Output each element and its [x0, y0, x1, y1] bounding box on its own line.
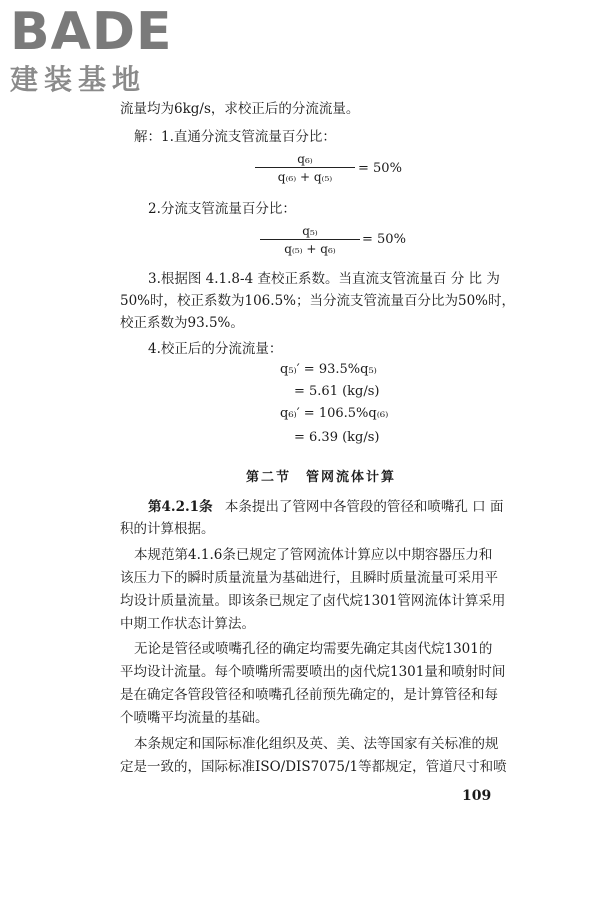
clause-text-line-1: 本条提出了管网中各管段的管径和喷嘴孔 口 面 — [224, 499, 504, 515]
paragraph-1-line-1: 本规范第4.1.6条已规定了管网流体计算应以中期容器压力和 — [134, 547, 493, 563]
fraction-1-denominator: q₍₆₎ + q₍₅₎ — [277, 170, 333, 184]
fraction-2-result: = 50% — [362, 232, 406, 247]
intro-line: 流量均为6kg/s，求校正后的分流流量。 — [120, 101, 360, 117]
fraction-2-denominator: q₍₅₎ + q₆₎ — [284, 242, 336, 256]
paragraph-1-line-3: 均设计质量流量。即该条已规定了卤代烷1301管网流体计算采用 — [120, 593, 506, 609]
paragraph-2-line-3: 是在确定各管段管径和喷嘴孔径前预先确定的，是计算管径和每 — [120, 687, 498, 703]
paragraph-1-line-2: 该压力下的瞬时质量流量为基础进行，且瞬时质量流量可采用平 — [120, 570, 498, 586]
fraction-1-result: = 50% — [358, 161, 402, 176]
logo-wordmark: BADE — [10, 2, 173, 62]
paragraph-2-line-2: 平均设计流量。每个喷嘴所需要喷出的卤代烷1301量和喷射时间 — [120, 664, 506, 680]
solution-step-3-line-2: 50%时，校正系数为106.5%；当分流支管流量百分比为50%时， — [120, 293, 515, 309]
equation-q6-corrected: q₆₎′ = 106.5%q₍₆₎ — [280, 406, 389, 421]
logo-subtitle: 建装基地 — [10, 63, 147, 96]
paragraph-1-line-4: 中期工作状态计算法。 — [120, 616, 255, 632]
clause-text-line-2: 积的计算根据。 — [120, 521, 215, 537]
fraction-2 — [260, 224, 360, 256]
clause-4-2-1 — [148, 498, 503, 516]
solution-step-3-line-1: 3.根据图 4.1.8-4 查校正系数。当直流支管流量百 分 比 为 — [148, 271, 500, 287]
paragraph-2-line-1: 无论是管径或喷嘴孔径的确定均需要先确定其卤代烷1301的 — [134, 641, 493, 657]
clause-label: 第4.2.1条 — [148, 499, 213, 515]
fraction-1 — [255, 152, 355, 184]
solution-step-3-line-3: 校正系数为93.5%。 — [120, 315, 244, 331]
page-number: 109 — [462, 788, 492, 804]
solution-step-2: 2.分流支管流量百分比： — [148, 201, 296, 217]
bade-logo — [10, 4, 173, 96]
paragraph-3-line-2: 定是一致的，国际标准ISO/DIS7075/1等都规定，管道尺寸和喷 — [120, 759, 507, 775]
equation-q5-result: = 5.61 (kg/s) — [294, 384, 380, 399]
equation-q5-corrected: q₅₎′ = 93.5%q₅₎ — [280, 362, 377, 377]
equation-q6-result: = 6.39 (kg/s) — [294, 430, 380, 445]
paragraph-3-line-1: 本条规定和国际标准化组织及英、美、法等国家有关标准的规 — [134, 736, 499, 752]
fraction-1-numerator: q₆₎ — [255, 152, 355, 168]
paragraph-2-line-4: 个喷嘴平均流量的基础。 — [120, 710, 269, 726]
fraction-2-numerator: q₅₎ — [260, 224, 360, 240]
solution-step-1: 解：1.直通分流支管流量百分比： — [134, 129, 336, 145]
section-title: 第二节 管网流体计算 — [246, 470, 397, 485]
solution-step-4: 4.校正后的分流流量： — [148, 341, 283, 357]
